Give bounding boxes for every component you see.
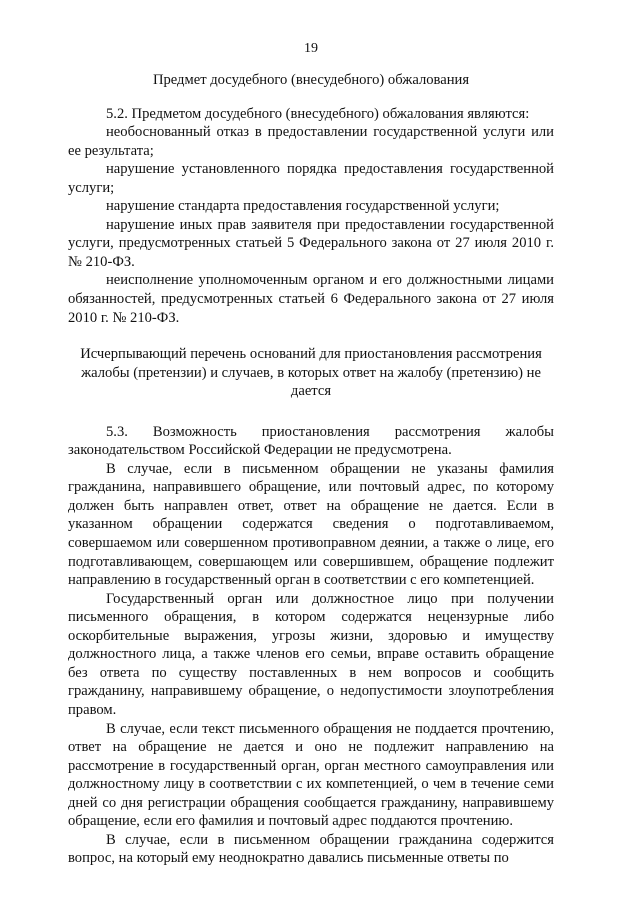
- appeal-subject-section: [68, 105, 554, 328]
- paragraph: Государственный орган или должностное лицо при получении письменного обращения, в котором содержатся нецензурные либо оскорбительные выражения, угрозы жизни, здоровью и имуществу должностного лица, а также членов его семьи, вправе оставить обращение без ответа по существу поставленных в нем вопросов и сообщить гражданину, направившему обращение, о недопустимости злоупотребления правом.: [68, 590, 554, 718]
- paragraph: 5.2. Предметом досудебного (внесудебного) обжалования являются:: [106, 105, 530, 122]
- paragraph: нарушение установленного порядка предоставления государственной услуги;: [68, 161, 554, 196]
- section-heading-suspension-grounds: Исчерпывающий перечень оснований для приостановления рассмотрения жалобы (претензии) и случаев, в которых ответ на жалобу (претензию) не дается: [80, 346, 542, 400]
- paragraph: неисполнение уполномоченным органом и его должностными лицами обязанностей, предусмотренных статьей 6 Федерального закона от 27 июля 2010 г. № 210-ФЗ.: [68, 272, 554, 326]
- paragraph: В случае, если текст письменного обращения не поддается прочтению, ответ на обращение не дается и оно не подлежит направлению на рассмотрение в государственный орган, орган местного самоуправления или должностному лицу в соответствии с их компетенцией, о чем в течение семи дней со дня регистрации обращения сообщается гражданину, направившему обращение, если его фамилия и почтовый адрес поддаются прочтению.: [68, 720, 554, 830]
- suspension-grounds-section: [68, 423, 554, 868]
- paragraph: нарушение иных прав заявителя при предоставлении государственной услуги, предусмотренных статьей 5 Федерального закона от 27 июля 2010 г. № 210-ФЗ.: [68, 216, 554, 270]
- document-page: [68, 40, 554, 868]
- paragraph: нарушение стандарта предоставления государственной услуги;: [106, 198, 500, 215]
- paragraph: В случае, если в письменном обращении гражданина содержится вопрос, на который ему неоднократно давались письменные ответы по: [68, 831, 554, 867]
- page-number: 19: [304, 41, 318, 56]
- paragraph: В случае, если в письменном обращении не указаны фамилия гражданина, направившего обращение, или почтовый адрес, по которому должен быть направлен ответ, ответ на обращение не дается. Если в указанном обращении содержатся сведения о подготавливаемом, совершаемом или совершенном противоправном деянии, а также о лице, его подготавливающем, совершающем или совершившем, обращение подлежит направлению в государственный орган в соответствии с его компетенцией.: [68, 460, 554, 589]
- paragraph: 5.3. Возможность приостановления рассмотрения жалобы законодательством Российской Федерации не предусмотрена.: [68, 423, 554, 459]
- section-heading-appeal-subject: Предмет досудебного (внесудебного) обжалования: [152, 72, 470, 88]
- paragraph: необоснованный отказ в предоставлении государственной услуги или ее результата;: [68, 124, 554, 159]
